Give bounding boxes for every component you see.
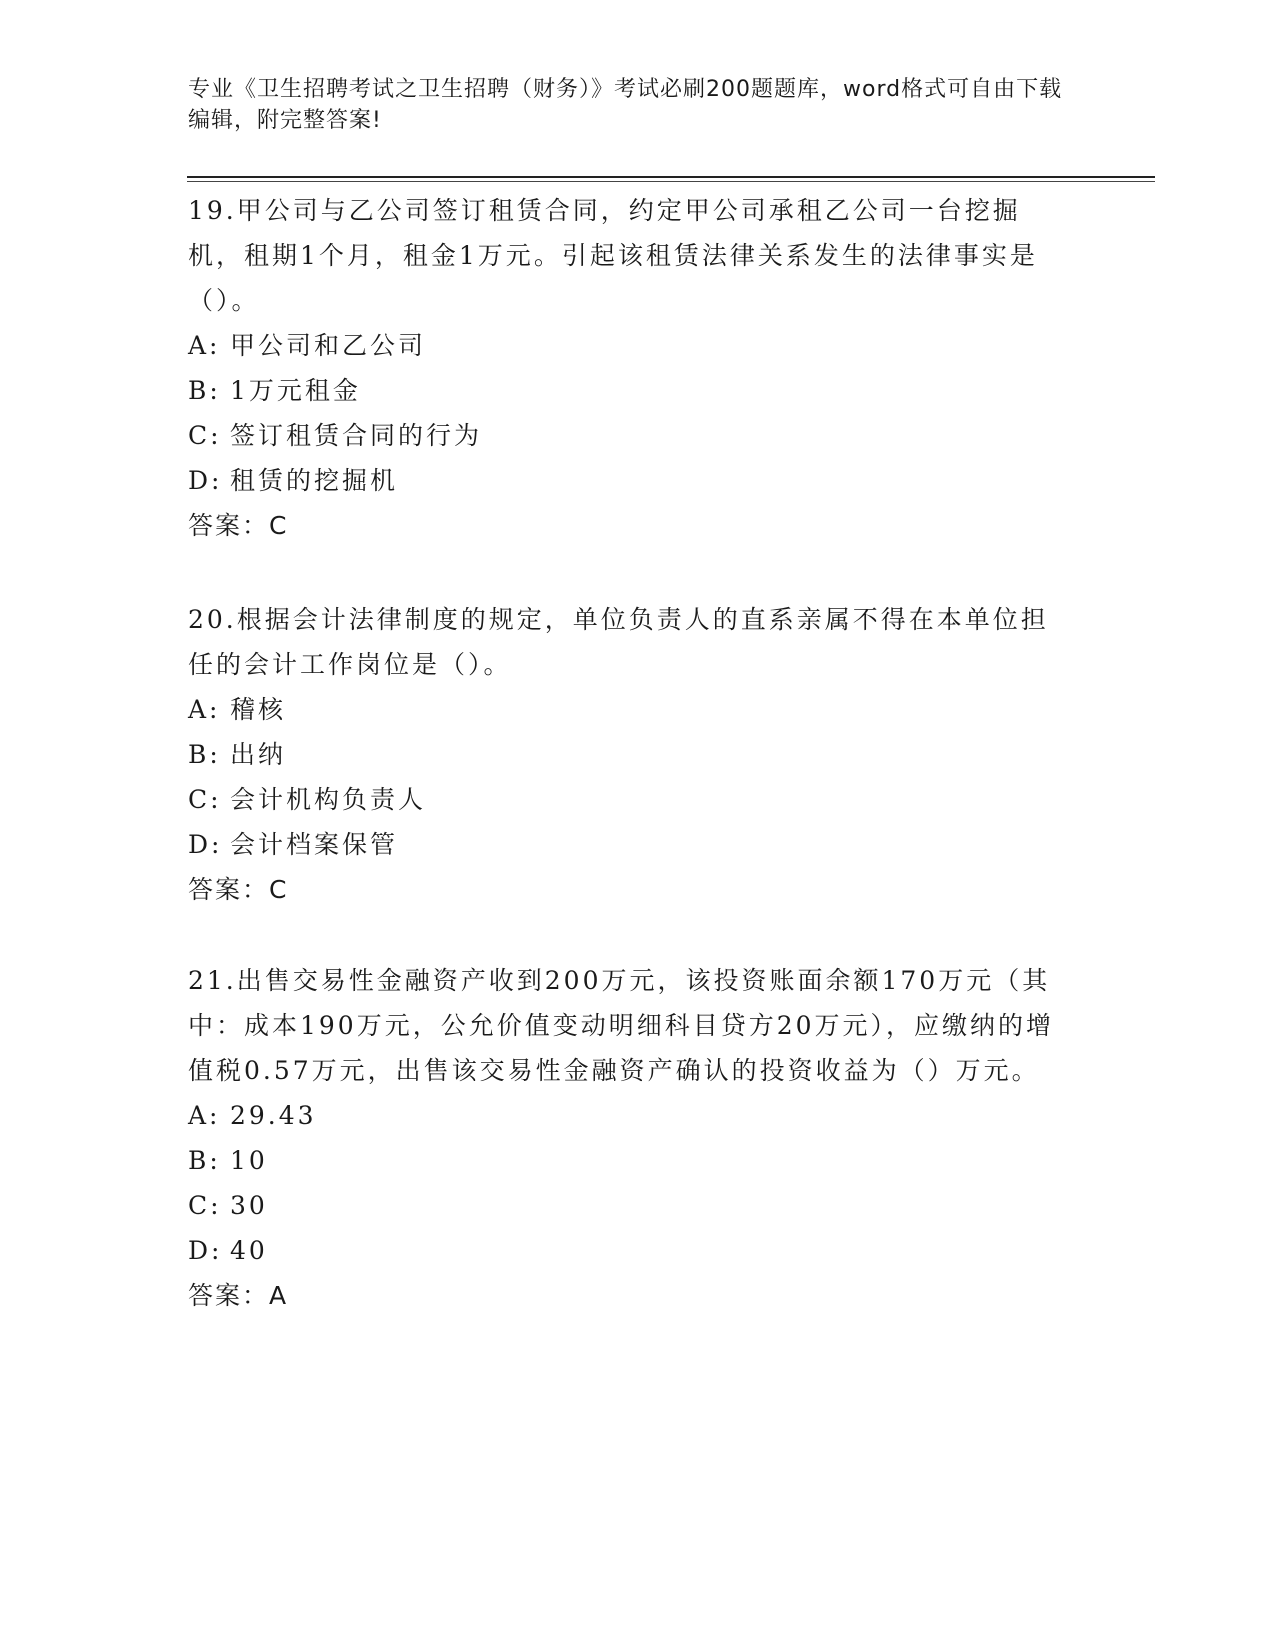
question-21 [188,958,1068,1318]
option-text: 签订租赁合同的行为 [230,421,483,450]
question-19 [188,188,1068,548]
option-key: A: [188,331,221,360]
option-text: 租赁的挖掘机 [230,466,399,495]
option-b [188,1138,1068,1183]
option-key: D: [188,1236,223,1265]
option-a [188,323,1068,368]
option-text: 出纳 [230,740,287,769]
option-key: D: [188,830,223,859]
header-divider-thick [187,176,1155,178]
option-a [188,687,1068,732]
option-key: C: [188,1191,222,1220]
option-text: 会计档案保管 [230,830,399,859]
option-text: 稽核 [230,695,287,724]
option-key: B: [188,740,221,769]
option-text: 会计机构负责人 [230,785,427,814]
option-key: D: [188,466,223,495]
option-text: 10 [230,1146,268,1175]
option-b [188,732,1068,777]
question-stem: 21.出售交易性金融资产收到200万元，该投资账面余额170万元（其中：成本190万元，公允价值变动明细科目贷方20万元），应缴纳的增值税0.57万元，出售该交易性金融资产确认的投资收益为（）万元。 [188,966,1055,1085]
option-d [188,458,1068,503]
option-d [188,822,1068,867]
answer-line: 答案：A [188,1281,289,1310]
answer-line: 答案：C [188,875,289,904]
document-header: 专业《卫生招聘考试之卫生招聘（财务）》考试必刷200题题库，word格式可自由下载编辑，附完整答案! [188,77,1063,133]
option-key: C: [188,421,222,450]
option-b [188,368,1068,413]
option-key: A: [188,1101,221,1130]
option-key: C: [188,785,222,814]
option-key: B: [188,376,221,405]
option-c [188,777,1068,822]
option-key: A: [188,695,221,724]
option-a [188,1093,1068,1138]
option-c [188,1183,1068,1228]
option-text: 1万元租金 [230,376,361,405]
question-stem: 20.根据会计法律制度的规定，单位负责人的直系亲属不得在本单位担任的会计工作岗位是（）。 [188,605,1049,679]
option-text: 40 [230,1236,268,1265]
answer-line: 答案：C [188,511,289,540]
header-divider-thin [187,181,1155,182]
question-stem: 19.甲公司与乙公司签订租赁合同，约定甲公司承租乙公司一台挖掘机，租期1个月，租金1万元。引起该租赁法律关系发生的法律事实是（）。 [188,196,1038,315]
question-20 [188,597,1068,912]
option-text: 29.43 [230,1101,317,1130]
option-text: 30 [230,1191,268,1220]
option-text: 甲公司和乙公司 [230,331,427,360]
option-c [188,413,1068,458]
option-key: B: [188,1146,221,1175]
option-d [188,1228,1068,1273]
